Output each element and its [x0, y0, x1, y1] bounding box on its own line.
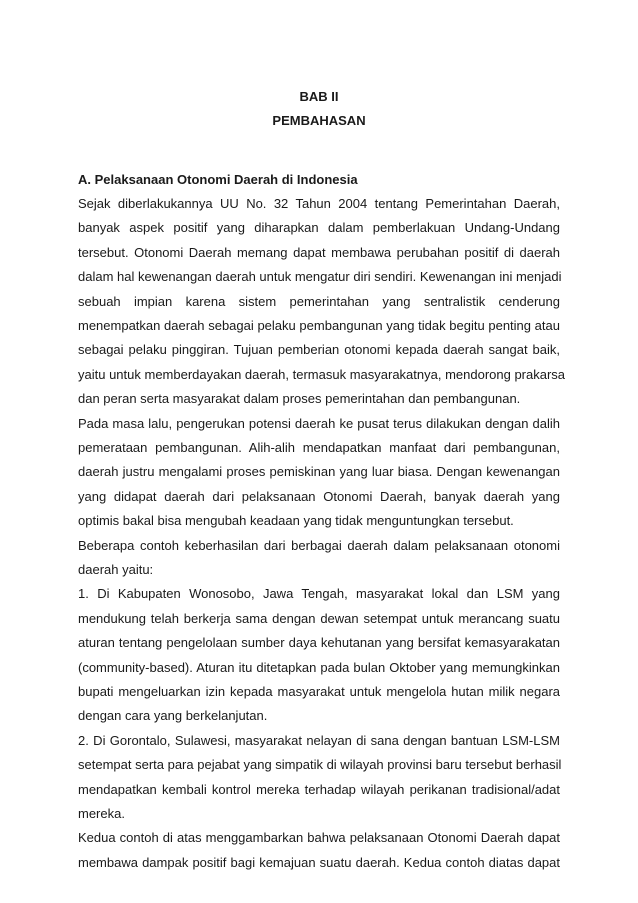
text-line: dengan cara yang berkelanjutan.: [78, 708, 268, 723]
text-line: mendapatkan kembali kontrol mereka terhadap wilayah perikanan tradisional/adat: [78, 782, 560, 797]
text-line: mereka.: [78, 806, 125, 821]
text-line: Sejak diberlakukannya UU No. 32 Tahun 2004 tentang Pemerintahan Daerah,: [78, 196, 560, 211]
text-line: pemerataan pembangunan. Alih-alih mendapatkan manfaat dari pembangunan,: [78, 440, 560, 455]
text-line: daerah yaitu:: [78, 562, 154, 577]
text-line: 1. Di Kabupaten Wonosobo, Jawa Tengah, masyarakat lokal dan LSM yang: [78, 586, 560, 601]
chapter-number: BAB II: [299, 89, 339, 104]
text-line: dan peran serta masyarakat dalam proses pemerintahan dan pembangunan.: [78, 391, 521, 406]
text-line: bupati mengeluarkan izin kepada masyarakat untuk mengelola hutan milik negara: [78, 684, 560, 699]
text-line: banyak aspek positif yang diharapkan dalam pemberlakuan Undang-Undang: [78, 220, 560, 235]
text-line: membawa dampak positif bagi kemajuan suatu daerah. Kedua contoh diatas dapat: [78, 855, 560, 870]
text-line: Kedua contoh di atas menggambarkan bahwa pelaksanaan Otonomi Daerah dapat: [78, 830, 560, 845]
text-line: Beberapa contoh keberhasilan dari berbagai daerah dalam pelaksanaan otonomi: [78, 538, 560, 553]
text-line: sebagai pelaku pinggiran. Tujuan pemberian otonomi kepada daerah sangat baik,: [78, 342, 560, 357]
text-line: mendukung telah berkerja sama dengan dewan setempat untuk merancang suatu: [78, 611, 560, 626]
text-line: (community-based). Aturan itu ditetapkan pada bulan Oktober yang memungkinkan: [78, 660, 560, 675]
text-line: Pada masa lalu, pengerukan potensi daerah ke pusat terus dilakukan dengan dalih: [78, 416, 560, 431]
text-line: aturan tentang pengelolaan sumber daya kehutanan yang bersifat kemasyarakatan: [78, 635, 560, 650]
text-line: 2. Di Gorontalo, Sulawesi, masyarakat nelayan di sana dengan bantuan LSM-LSM: [78, 733, 560, 748]
text-line: optimis bakal bisa mengubah keadaan yang tidak menguntungkan tersebut.: [78, 513, 514, 528]
text-line: yang didapat daerah dari pelaksanaan Otonomi Daerah, banyak daerah yang: [78, 489, 560, 504]
section-title: A. Pelaksanaan Otonomi Daerah di Indonesia: [78, 172, 358, 187]
text-line: tersebut. Otonomi Daerah memang dapat membawa perubahan positif di daerah: [78, 245, 560, 260]
text-line: sebuah impian karena sistem pemerintahan yang sentralistik cenderung: [78, 294, 560, 309]
text-line: dalam hal kewenangan daerah untuk mengatur diri sendiri. Kewenangan ini menjadi: [78, 269, 562, 284]
chapter-title: PEMBAHASAN: [272, 113, 366, 128]
text-line: menempatkan daerah sebagai pelaku pembangunan yang tidak begitu penting atau: [78, 318, 560, 333]
text-line: daerah justru mengalami proses pemiskinan yang luar biasa. Dengan kewenangan: [78, 464, 560, 479]
text-line: yaitu untuk memberdayakan daerah, termasuk masyarakatnya, mendorong prakarsa: [78, 367, 566, 382]
text-line: setempat serta para pejabat yang simpatik di wilayah provinsi baru tersebut berhasil: [78, 757, 562, 772]
